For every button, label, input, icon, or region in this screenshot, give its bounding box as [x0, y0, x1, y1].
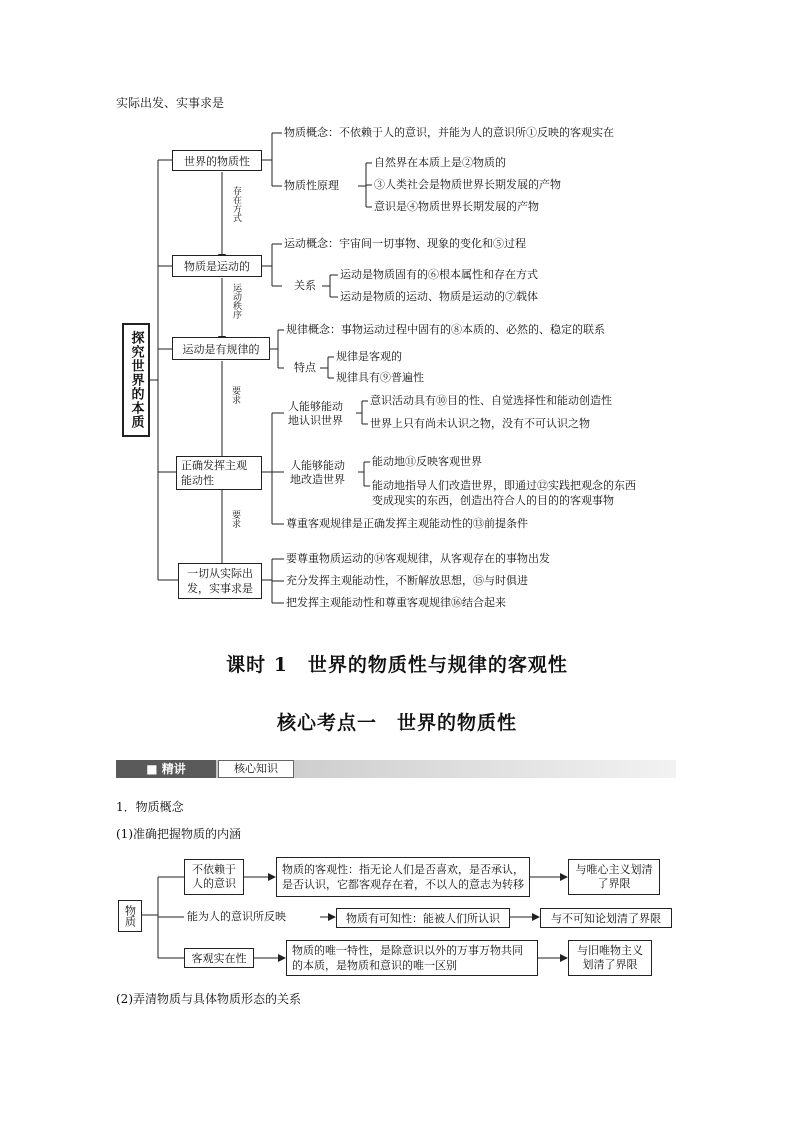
map-root — [122, 323, 150, 437]
node-motion-law — [172, 337, 270, 360]
b3-concept: 规律概念：事物运动过程中固有的⑧本质的、必然的、稳定的联系 — [286, 323, 605, 336]
diagram-r2-desc-text: 物质有可知性：能被人们所认识 — [346, 912, 500, 925]
diagram-r3-label: 客观实在性 — [191, 952, 247, 965]
point-title: 核心考点一 世界的物质性 — [276, 712, 517, 734]
b3-feature: 特点 — [294, 361, 316, 374]
b4-premise: 尊重客观规律是正确发挥主观能动性的⑬前提条件 — [286, 517, 528, 530]
diagram-r3 — [184, 948, 254, 968]
b2-relation-b: 运动是物质的运动、物质是运动的⑦载体 — [340, 290, 538, 303]
lesson-title: 课时 1 世界的物质性与规律的客观性 — [226, 654, 568, 676]
b4-know-2: 地认识世界 — [288, 414, 343, 427]
node-5-line2: 发，实事求是 — [187, 582, 253, 595]
b4-know-b: 世界上只有尚未认识之物，没有不可认识之物 — [370, 417, 590, 430]
diagram-r3-desc — [286, 940, 538, 976]
b5-item-3: 把发挥主观能动性和尊重客观规律⑯结合起来 — [286, 596, 506, 609]
node-matter-moves — [172, 255, 262, 277]
b3-feature-a: 规律是客观的 — [336, 350, 402, 363]
diagram-r1-result-text: 与唯心主义划清了界限 — [575, 863, 653, 890]
b4-change-1: 人能够能动 — [290, 459, 345, 472]
b4-know-a: 意识活动具有⑩目的性、自觉选择性和能动创造性 — [370, 394, 612, 407]
b1-concept: 物质概念：不依赖于人的意识，并能为人的意识所①反映的客观实在 — [284, 126, 614, 139]
diagram-r3-desc-text: 物质的唯一特性，是除意识以外的万事万物共同的本质，是物质和意识的唯一区别 — [292, 944, 523, 972]
subsection-2-heading: (2)弄清物质与具体物质形态的关系 — [116, 992, 301, 1006]
intro-text: 实际出发、实事求是 — [116, 96, 225, 110]
diagram-r1-label: 不依赖于人的意识 — [192, 863, 236, 890]
b2-relation: 关系 — [294, 279, 316, 292]
node-subjective-initiative — [176, 456, 262, 490]
b1-principle-a: 自然界在本质上是②物质的 — [374, 156, 506, 169]
node-4-line2: 能动性 — [181, 474, 214, 487]
diagram-r2: 能为人的意识所反映 — [187, 910, 286, 923]
link-label-order: 运动秩序 — [231, 283, 241, 319]
node-matter-moves-label: 物质是运动的 — [184, 260, 250, 273]
diagram-r3-result-text: 与旧唯物主义划清了界限 — [577, 944, 643, 971]
b4-change-b: 能动地指导人们改造世界，即通过⑫实践把观念的东西 — [372, 479, 636, 492]
b5-item-2: 充分发挥主观能动性，不断解放思想，⑮与时俱进 — [286, 574, 528, 587]
b4-change-2: 地改造世界 — [290, 473, 345, 486]
b2-relation-a: 运动是物质固有的⑥根本属性和存在方式 — [340, 268, 538, 281]
node-world-material — [172, 150, 262, 171]
diagram-root — [118, 900, 142, 932]
node-world-material-label: 世界的物质性 — [184, 154, 250, 168]
diagram-r1-desc — [276, 857, 530, 897]
node-motion-law-label: 运动是有规律的 — [182, 342, 260, 356]
b1-principle: 物质性原理 — [284, 179, 339, 192]
node-4-line1: 正确发挥主观 — [181, 459, 247, 472]
b4-change-a: 能动地⑪反映客观世界 — [372, 455, 482, 468]
b3-feature-b: 规律具有⑨普遍性 — [336, 371, 424, 384]
diagram-r3-result — [568, 940, 652, 976]
section-1-heading: 1．物质概念 — [116, 800, 184, 814]
b2-concept: 运动概念：宇宙间一切事物、现象的变化和⑤过程 — [284, 237, 526, 250]
diagram-r2-result — [540, 908, 672, 928]
diagram-r1-result — [568, 859, 660, 895]
node-seek-truth — [178, 563, 262, 599]
banner-tab: 核心知识 — [218, 760, 294, 778]
b1-principle-c: 意识是④物质世界长期发展的产物 — [374, 200, 539, 213]
b4-change-c: 变成现实的东西，创造出符合人的目的的客观事物 — [372, 494, 614, 507]
node-5-line1: 一切从实际出 — [187, 567, 253, 580]
link-label-existence: 存在方式 — [231, 186, 241, 222]
link-label-require-2: 要求 — [230, 510, 240, 528]
diagram-root-label: 物质 — [123, 905, 137, 927]
diagram-r1-desc-text: 物质的客观性：指无论人们是否喜欢，是否承认，是否认识，它都客观存在着，不以人的意志为转移 — [282, 863, 524, 891]
subsection-1-heading: (1)准确把握物质的内涵 — [116, 827, 241, 841]
b4-know-1: 人能够能动 — [288, 400, 343, 413]
diagram-r2-result-text: 与不可知论划清了界限 — [551, 912, 661, 925]
diagram-r2-desc — [336, 908, 510, 928]
b5-item-1: 要尊重物质运动的⑭客观规律，从客观存在的事物出发 — [286, 552, 550, 565]
b1-principle-b: ③人类社会是物质世界长期发展的产物 — [374, 178, 561, 191]
diagram-r1 — [184, 859, 244, 895]
banner-label: ■ 精讲 — [116, 760, 216, 778]
map-root-label: 探究世界的本质 — [128, 331, 144, 429]
link-label-require-1: 要求 — [230, 386, 240, 404]
